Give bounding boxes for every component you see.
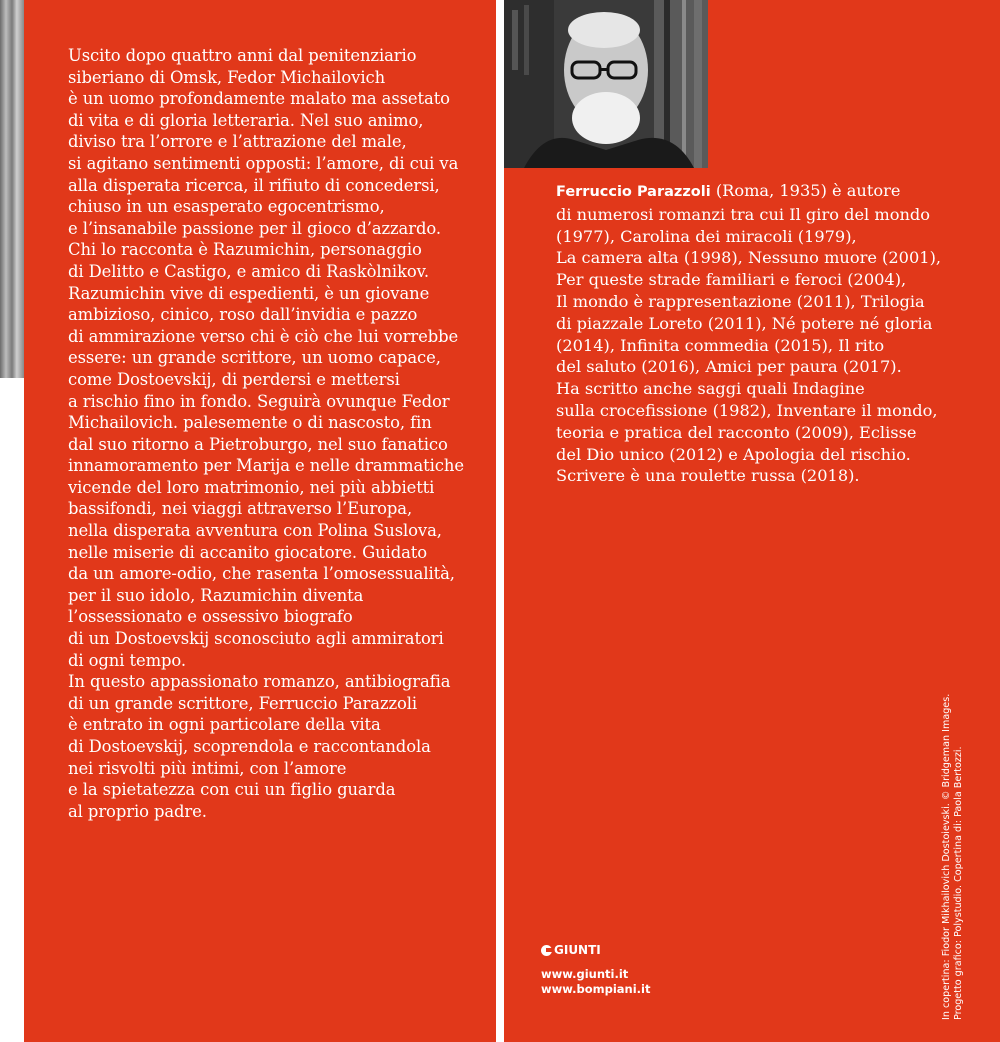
bio-line: sulla crocefissione (1982), Inventare il mondo, [556, 400, 938, 420]
synopsis-line: è entrato in ogni particolare della vita [68, 715, 381, 735]
synopsis-line: e la spietatezza con cui un figlio guarda [68, 780, 396, 800]
bio-line: (1977), Carolina dei miracoli (1979), [556, 226, 857, 246]
credits-line: Progetto grafico: Polystudio. Copertina di: Paola Bertozzi. [953, 746, 964, 1020]
synopsis-line: a rischio fino in fondo. Seguirà ovunque Fedor [68, 391, 450, 411]
synopsis-line: chiuso in un esasperato egocentrismo, [68, 197, 385, 217]
synopsis-line: nella disperata avventura con Polina Suslova, [68, 521, 442, 541]
synopsis-line: Michailovich. palesemente o di nascosto, fin [68, 413, 432, 433]
publisher-logo [541, 943, 601, 957]
front-cover-edge [0, 0, 24, 378]
synopsis-line: alla disperata ricerca, il rifiuto di concedersi, [68, 175, 440, 195]
synopsis-line: di ogni tempo. [68, 650, 187, 670]
publisher-url-link[interactable]: www.giunti.it [541, 967, 629, 981]
bio-line: (2014), Infinita commedia (2015), Il rito [556, 335, 885, 355]
synopsis-line: di un grande scrittore, Ferruccio Parazzoli [68, 693, 418, 713]
bio-line: Scrivere è una roulette russa (2018). [556, 466, 860, 486]
author-portrait [504, 0, 708, 168]
publisher-urls [541, 967, 651, 997]
synopsis-line: essere: un grande scrittore, un uomo capace, [68, 348, 441, 368]
giunti-logo-icon [541, 945, 552, 956]
synopsis-line: di Delitto e Castigo, e amico di Raskòlnikov. [68, 261, 429, 281]
synopsis-line: di ammirazione verso chi è ciò che lui vorrebbe [68, 326, 459, 346]
bio-line: teoria e pratica del racconto (2009), Eclisse [556, 422, 917, 442]
synopsis-line: da un amore-odio, che rasenta l’omosessualità, [68, 564, 455, 584]
bio-line: di numerosi romanzi tra cui Il giro del mondo [556, 204, 930, 224]
synopsis-line: come Dostoevskij, di perdersi e mettersi [68, 369, 400, 389]
synopsis-line: ambizioso, cinico, roso dall’invidia e pazzo [68, 305, 418, 325]
synopsis-line: Uscito dopo quattro anni dal penitenziario [68, 46, 417, 65]
synopsis-line: bassifondi, nei viaggi attraverso l’Europa, [68, 499, 413, 519]
author-name: Ferruccio Parazzoli [556, 184, 711, 200]
bio-line: del saluto (2016), Amici per paura (2017). [556, 357, 902, 377]
synopsis-line: l’ossessionato e ossessivo biografo [68, 607, 353, 627]
synopsis-line: dal suo ritorno a Pietroburgo, nel suo fanatico [68, 434, 448, 454]
synopsis-line: nei risvolti più intimi, con l’amore [68, 758, 347, 778]
credits-line: In copertina: Fiodor Mikhailovich Dostoievski. © Bridgeman Images. [941, 693, 952, 1020]
flap-gutter [496, 0, 504, 1042]
synopsis-line: al proprio padre. [68, 801, 207, 821]
synopsis-line: innamoramento per Marija e nelle drammatiche [68, 456, 464, 476]
synopsis-line: In questo appassionato romanzo, antibiografia [68, 672, 451, 692]
cover-credits [941, 694, 965, 1020]
synopsis-line: diviso tra l’orrore e l’attrazione del male, [68, 132, 407, 152]
publisher-logo-text: GIUNTI [554, 943, 601, 957]
synopsis-line: siberiano di Omsk, Fedor Michailovich [68, 67, 386, 87]
synopsis-line: Razumichin vive di espedienti, è un giovane [68, 283, 430, 303]
synopsis-line: Chi lo racconta è Razumichin, personaggio [68, 240, 422, 260]
synopsis-line: nelle miserie di accanito giocatore. Guidato [68, 542, 428, 562]
synopsis-text [68, 45, 488, 822]
synopsis-line: di un Dostoevskij sconosciuto agli ammiratori [68, 629, 444, 649]
portrait-image [504, 0, 708, 168]
bio-line: Ferruccio Parazzoli (Roma, 1935) è autore [556, 181, 901, 200]
synopsis-line: e l’insanabile passione per il gioco d’azzardo. [68, 218, 441, 238]
publisher-url-link[interactable]: www.bompiani.it [541, 982, 651, 996]
bio-line: Per queste strade familiari e feroci (2004), [556, 270, 907, 290]
bio-line: del Dio unico (2012) e Apologia del rischio. [556, 444, 911, 464]
bio-line: La camera alta (1998), Nessuno muore (2001), [556, 248, 942, 268]
bio-line: di piazzale Loreto (2011), Né potere né gloria [556, 313, 933, 333]
bio-line: Ha scritto anche saggi quali Indagine [556, 379, 865, 399]
author-bio [556, 180, 976, 487]
synopsis-line: per il suo idolo, Razumichin diventa [68, 585, 364, 605]
synopsis-line: vicende del loro matrimonio, nei più abbietti [68, 477, 435, 497]
synopsis-line: di vita e di gloria letteraria. Nel suo animo, [68, 110, 424, 130]
bio-line: Il mondo è rappresentazione (2011), Trilogia [556, 291, 925, 311]
synopsis-line: è un uomo profondamente malato ma assetato [68, 89, 450, 109]
synopsis-line: si agitano sentimenti opposti: l’amore, di cui va [68, 153, 459, 173]
synopsis-line: di Dostoevskij, scoprendola e raccontandola [68, 737, 431, 756]
